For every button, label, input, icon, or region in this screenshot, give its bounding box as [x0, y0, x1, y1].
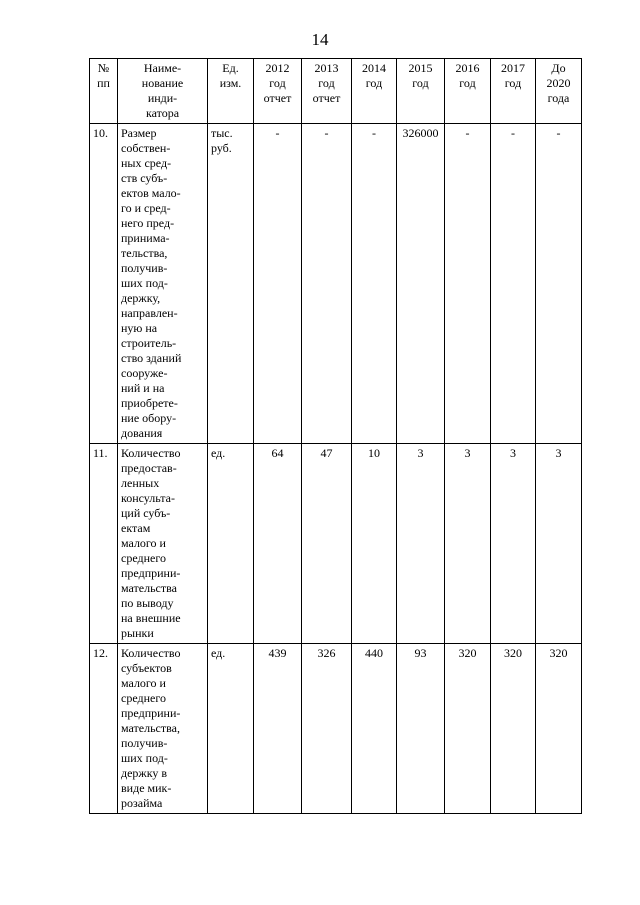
value-cell: - [302, 124, 352, 444]
header-line: 2013 [314, 61, 339, 75]
value-cell: 440 [352, 644, 397, 814]
indicator-name-line: строитель- [121, 336, 177, 350]
indicator-name [118, 124, 208, 444]
unit-line: тыс. [211, 126, 233, 140]
indicator-name-line: по выводу [121, 596, 174, 610]
header-cell [352, 59, 397, 124]
indicator-name [118, 444, 208, 644]
unit-line: ед. [211, 446, 226, 460]
unit-of-measure [208, 644, 254, 814]
header-row [90, 59, 582, 124]
indicator-name-line: на внешние [121, 611, 181, 625]
table-row [90, 124, 582, 444]
indicator-name-line: Размер [121, 126, 157, 140]
indicator-name-line: ших под- [121, 276, 168, 290]
header-line: изм. [219, 76, 242, 90]
header-line: год [504, 76, 522, 90]
header-line: 2015 [408, 61, 433, 75]
indicator-name-line: среднего [121, 551, 166, 565]
table-row [90, 644, 582, 814]
indicator-name-line: ний и на [121, 381, 165, 395]
header-line: год [318, 76, 335, 90]
indicator-name-line: Количество [121, 646, 181, 660]
indicator-name-line: ств субъ- [121, 171, 168, 185]
header-line: год [269, 76, 286, 90]
indicator-name-line: виде мик- [121, 781, 172, 795]
indicator-name-line: Количество [121, 446, 181, 460]
value-cell: - [254, 124, 302, 444]
header-line: 2017 [501, 61, 525, 75]
indicator-name-line: ние обору- [121, 411, 177, 425]
indicator-name-line: приобрете- [121, 396, 178, 410]
indicator-name [118, 644, 208, 814]
indicator-name-line: предприни- [121, 706, 181, 720]
header-line: Наиме- [143, 61, 182, 75]
unit-line: ед. [211, 646, 226, 660]
indicator-name-line: принима- [121, 231, 170, 245]
indicator-name-line: рынки [121, 626, 154, 640]
header-cell [90, 59, 118, 124]
value-cell: 93 [397, 644, 445, 814]
value-cell: 3 [536, 444, 582, 644]
header-cell [536, 59, 582, 124]
indicator-name-line: направлен- [121, 306, 178, 320]
indicator-name-line: собствен- [121, 141, 171, 155]
indicator-name-line: ектов мало- [121, 186, 181, 200]
header-line: нование [141, 76, 184, 90]
indicators-table [89, 58, 582, 814]
indicator-name-line: ную на [121, 321, 158, 335]
header-cell [491, 59, 536, 124]
indicator-name-line: го и сред- [121, 201, 171, 215]
indicator-name-line: ленных [121, 476, 160, 490]
header-line: инди- [147, 91, 178, 105]
value-cell: 320 [445, 644, 491, 814]
header-line: пп [97, 76, 110, 90]
value-cell: 320 [536, 644, 582, 814]
unit-line: руб. [211, 141, 232, 155]
indicator-name-line: сооруже- [121, 366, 168, 380]
page-number: 14 [311, 30, 329, 49]
indicator-name-line: ство зданий [121, 351, 182, 365]
header-line: 2016 [455, 61, 480, 75]
value-cell: - [352, 124, 397, 444]
indicator-name-line: держку в [121, 766, 168, 780]
header-line: 2020 [546, 76, 571, 90]
header-cell [118, 59, 208, 124]
indicator-name-line: среднего [121, 691, 166, 705]
indicator-name-line: малого и [121, 676, 166, 690]
value-cell: 439 [254, 644, 302, 814]
header-cell [208, 59, 254, 124]
indicator-name-line: держку, [121, 291, 161, 305]
header-line: Ед. [222, 61, 239, 75]
indicator-name-line: предприни- [121, 566, 181, 580]
indicator-name-line: него пред- [121, 216, 175, 230]
value-cell: - [445, 124, 491, 444]
header-line: До [551, 61, 566, 75]
row-number: 11. [90, 444, 118, 644]
value-cell: - [491, 124, 536, 444]
table-row [90, 444, 582, 644]
indicator-name-line: розайма [121, 796, 163, 810]
value-cell: 320 [491, 644, 536, 814]
indicator-name-line: малого и [121, 536, 166, 550]
indicator-name-line: тельства, [121, 246, 168, 260]
value-cell: 326000 [397, 124, 445, 444]
header-cell [302, 59, 352, 124]
indicator-name-line: ших под- [121, 751, 168, 765]
indicator-name-line: получив- [121, 736, 168, 750]
indicator-name-line: получив- [121, 261, 168, 275]
header-line: год [412, 76, 429, 90]
header-line: 2014 [362, 61, 386, 75]
header-cell [445, 59, 491, 124]
value-cell: 47 [302, 444, 352, 644]
value-cell: 3 [397, 444, 445, 644]
indicator-name-line: предостав- [121, 461, 177, 475]
row-number: 12. [90, 644, 118, 814]
value-cell: 326 [302, 644, 352, 814]
unit-of-measure [208, 444, 254, 644]
indicator-name-line: мательства, [121, 721, 180, 735]
indicator-name-line: мательства [121, 581, 177, 595]
header-line: год [365, 76, 383, 90]
table-body [90, 124, 582, 814]
value-cell: 64 [254, 444, 302, 644]
header-line: № [97, 61, 110, 75]
row-number: 10. [90, 124, 118, 444]
value-cell: - [536, 124, 582, 444]
indicator-name-line: ций субъ- [121, 506, 171, 520]
value-cell: 10 [352, 444, 397, 644]
value-cell: 3 [491, 444, 536, 644]
header-line: катора [145, 106, 180, 120]
indicator-name-line: ных сред- [121, 156, 172, 170]
indicator-name-line: ектам [121, 521, 151, 535]
header-cell [397, 59, 445, 124]
header-line: отчет [312, 91, 341, 105]
value-cell: 3 [445, 444, 491, 644]
header-line: отчет [263, 91, 292, 105]
unit-of-measure [208, 124, 254, 444]
indicator-name-line: дования [121, 426, 163, 440]
header-cell [254, 59, 302, 124]
header-line: года [547, 91, 570, 105]
indicator-name-line: субъектов [121, 661, 172, 675]
header-line: 2012 [265, 61, 290, 75]
header-line: год [459, 76, 476, 90]
indicator-name-line: консульта- [121, 491, 175, 505]
